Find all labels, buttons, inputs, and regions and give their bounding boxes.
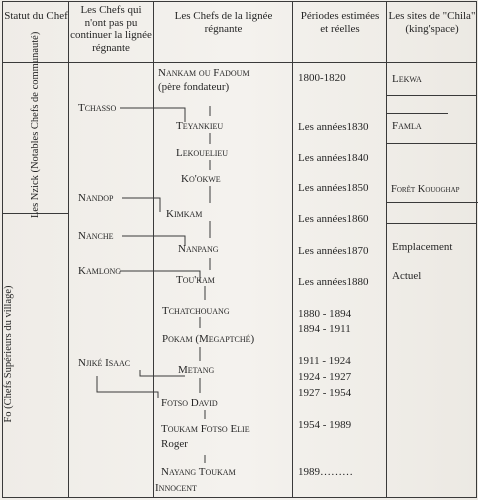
failed-chief-nandop: Nandop: [78, 192, 114, 204]
connector-nandop: [122, 198, 160, 212]
lineage-chief-kookwe: Ko'okwe: [181, 173, 221, 185]
failed-chief-kamlong: Kamlong: [78, 265, 122, 277]
header-lineage: Les Chefs de la lignée régnante: [174, 10, 273, 35]
connector-njike-2: [97, 376, 158, 398]
lineage-chief-teyankieu: Teyankieu: [176, 120, 224, 132]
status-fo: Fo (Chefs Supérieurs du village): [3, 285, 14, 423]
period-2: Les années1830: [298, 121, 369, 133]
lineage-chief-nanpang: Nanpang: [178, 243, 219, 255]
lineage-chief-kimkam: Kimkam: [166, 208, 203, 220]
period-6: Les années1870: [298, 245, 369, 257]
lineage-chief-toukam-fotso-line2: Roger: [161, 438, 188, 450]
site-lekwa: Lekwa: [392, 73, 422, 85]
period-12: 1927 - 1954: [298, 387, 352, 399]
period-5: Les années1860: [298, 213, 369, 225]
lineage-chief-pokam: Pokam (Megaptché): [162, 333, 255, 345]
site-emplacement: Emplacement: [392, 241, 453, 253]
status-nzick: Les Nzick (Notables Chefs de communauté): [30, 31, 41, 218]
site-foret-kouoghap: Forêt Kouoghap: [391, 184, 460, 195]
lineage-chief-metang: Metang: [178, 364, 215, 376]
period-3: Les années1840: [298, 152, 369, 164]
lineage-chief-nankam-note: (père fondateur): [158, 81, 230, 93]
lineage-chief-lekouelieu: Lekouelieu: [176, 147, 229, 159]
site-actuel: Actuel: [392, 270, 422, 282]
period-10: 1911 - 1924: [298, 355, 351, 367]
period-1: 1800-1820: [298, 72, 346, 84]
period-4: Les années1850: [298, 182, 369, 194]
period-13: 1954 - 1989: [298, 419, 352, 431]
period-14: 1989………: [298, 466, 353, 478]
failed-chief-tchasso: Tchasso: [78, 102, 117, 114]
period-8: 1880 - 1894: [298, 308, 352, 320]
header-statut: Statut du Chef: [4, 10, 68, 22]
lineage-chief-toukam: Tou'kam: [176, 274, 215, 286]
header-periods: Périodes estimées et réelles: [300, 10, 380, 35]
lineage-chief-nankam: Nankam ou Fadoum: [158, 67, 250, 79]
header-failed-chiefs: Les Chefs qui n'ont pas pu continuer la lignée régnante: [70, 4, 152, 54]
failed-chief-nanche: Nanche: [78, 230, 114, 242]
lineage-chief-tchatchouang: Tchatchouang: [162, 305, 230, 317]
header-sites: Les sites de "Chila" (king'space): [388, 10, 476, 35]
site-famla: Famla: [392, 120, 422, 132]
lineage-chief-fotso-david: Fotso David: [161, 397, 218, 409]
period-11: 1924 - 1927: [298, 371, 352, 383]
period-9: 1894 - 1911: [298, 323, 351, 335]
lineage-chief-nayang-line2: Innocent: [155, 482, 197, 494]
period-7: Les années1880: [298, 276, 369, 288]
failed-chief-njike: Njiké Isaac: [78, 357, 131, 369]
lineage-chief-toukam-fotso: Toukam Fotso Elie: [161, 423, 250, 435]
lineage-chief-nayang: Nayang Toukam: [161, 466, 236, 478]
